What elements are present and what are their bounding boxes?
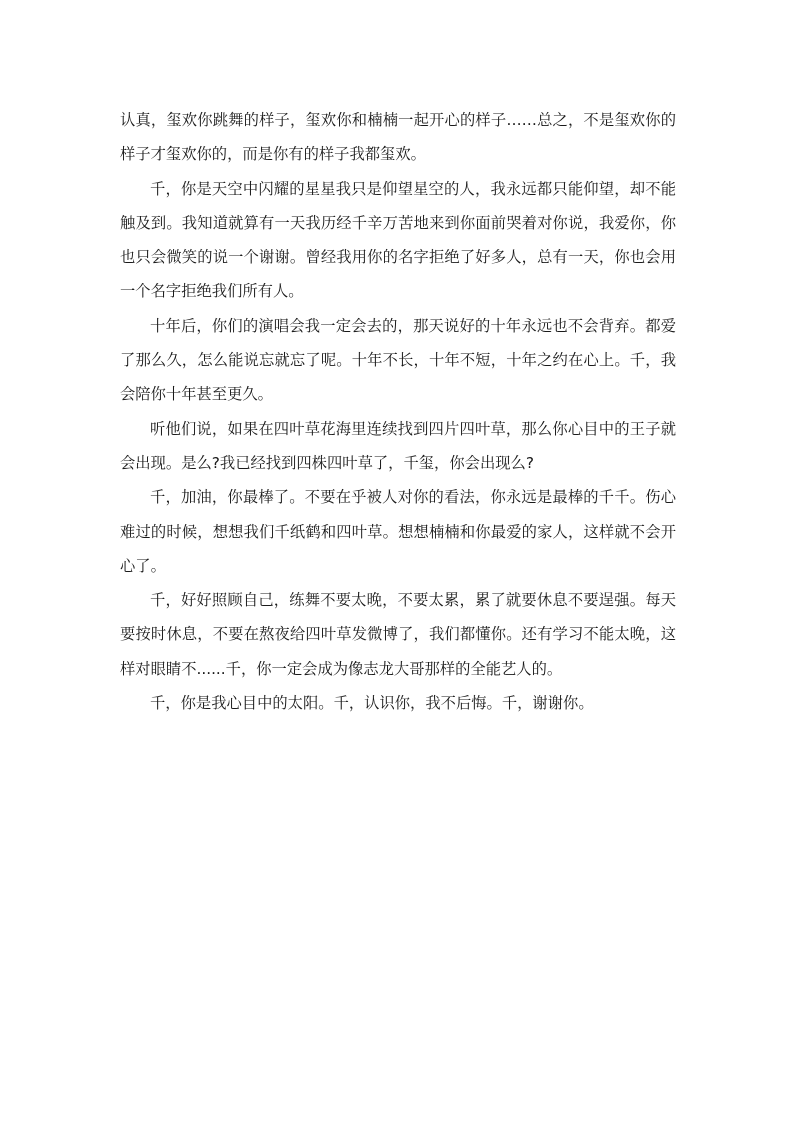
document-body	[120, 103, 676, 720]
paragraph-2: 千，你是天空中闪耀的星星我只是仰望星空的人，我永远都只能仰望，却不能触及到。我知道就算有一天我历经千辛万苦地来到你面前哭着对你说，我爱你，你也只会微笑的说一个谢谢。曾经我用你的名字拒绝了好多人，总有一天，你也会用一个名字拒绝我们所有人。	[120, 179, 676, 301]
paragraph-7: 千，你是我心目中的太阳。千，认识你，我不后悔。千，谢谢你。	[150, 694, 594, 713]
paragraph-1: 认真，玺欢你跳舞的样子，玺欢你和楠楠一起开心的样子……总之，不是玺欢你的样子才玺欢你的，而是你有的样子我都玺欢。	[120, 111, 676, 164]
paragraph-3: 十年后，你们的演唱会我一定会去的，那天说好的十年永远也不会背弃。都爱了那么久，怎么能说忘就忘了呢。十年不长，十年不短，十年之约在心上。千，我会陪你十年甚至更久。	[120, 316, 676, 404]
paragraph-4: 听他们说，如果在四叶草花海里连续找到四片四叶草，那么你心目中的王子就会出现。是么?我已经找到四株四叶草了，千玺，你会出现么?	[120, 419, 676, 472]
paragraph-6: 千，好好照顾自己，练舞不要太晚，不要太累，累了就要休息不要逞强。每天要按时休息，不要在熬夜给四叶草发微博了，我们都懂你。还有学习不能太晚，这样对眼睛不......千，你一定会成为像志龙大哥那样的全能艺人的。	[120, 591, 676, 678]
paragraph-5: 千，加油，你最棒了。不要在乎被人对你的看法，你永远是最棒的千千。伤心难过的时候，想想我们千纸鹤和四叶草。想想楠楠和你最爱的家人，这样就不会开心了。	[120, 488, 676, 575]
